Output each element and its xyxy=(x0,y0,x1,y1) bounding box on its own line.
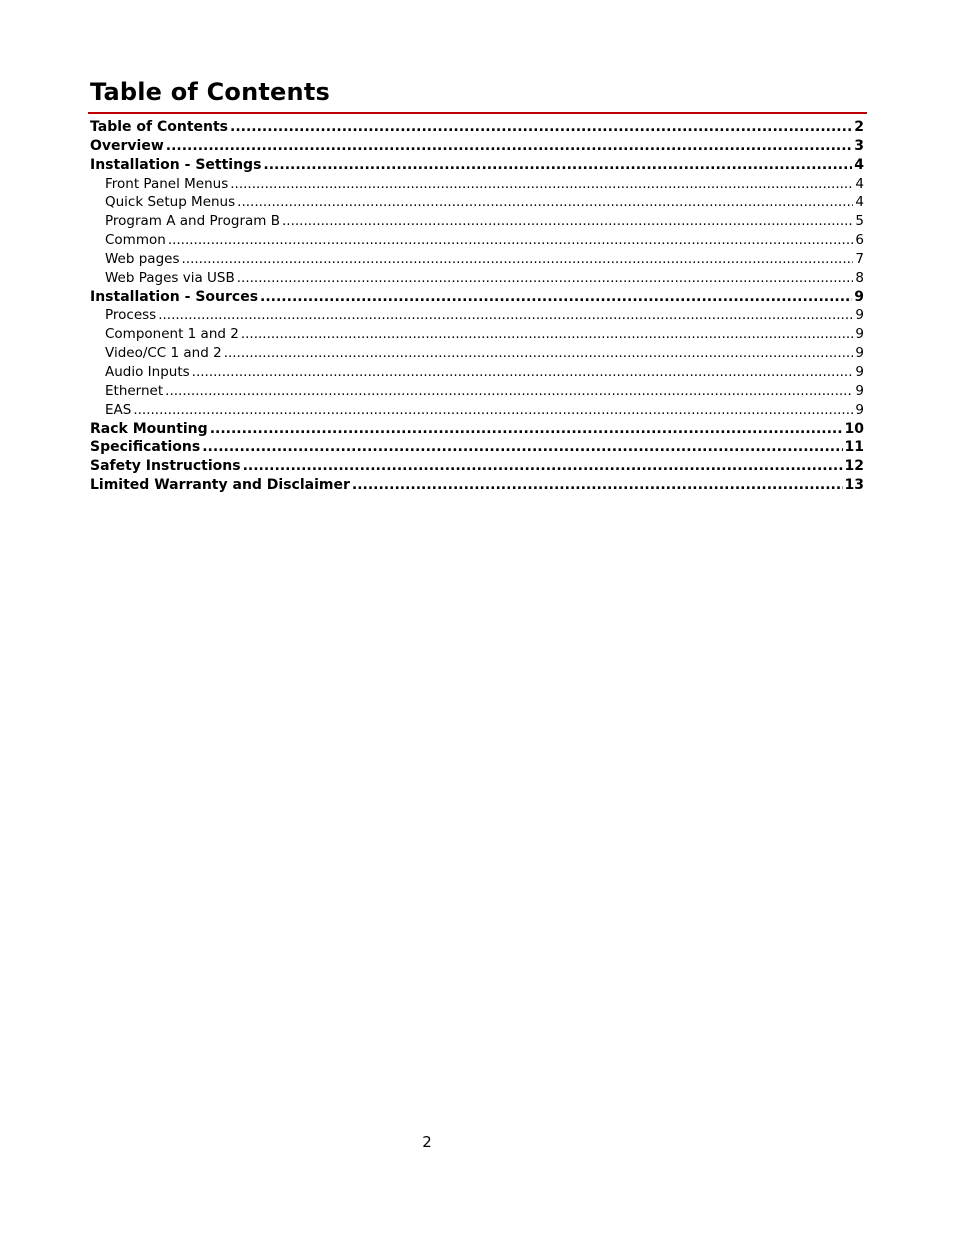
dot-leader xyxy=(241,325,854,344)
dot-leader xyxy=(243,457,843,476)
toc-entry-label: Audio Inputs xyxy=(105,363,190,380)
toc-entry[interactable] xyxy=(90,250,864,269)
title-divider xyxy=(88,112,867,114)
toc-entry[interactable] xyxy=(90,476,864,495)
dot-leader xyxy=(237,193,853,212)
toc-entry-label: Overview xyxy=(90,137,164,154)
toc-entry[interactable] xyxy=(90,231,864,250)
toc-entry-page: 10 xyxy=(844,420,864,437)
toc-entry-label: Front Panel Menus xyxy=(105,175,229,192)
toc-entry-label: Web pages xyxy=(105,250,180,267)
table-of-contents xyxy=(90,118,864,495)
page-number: 2 xyxy=(422,1133,432,1151)
dot-leader xyxy=(202,438,842,457)
dot-leader xyxy=(260,288,852,307)
toc-entry-label: Web Pages via USB xyxy=(105,269,235,286)
dot-leader xyxy=(282,212,853,231)
toc-entry[interactable] xyxy=(90,344,864,363)
toc-entry-page: 8 xyxy=(855,269,864,286)
dot-leader xyxy=(352,476,843,495)
toc-entry-page: 13 xyxy=(844,477,864,494)
toc-entry[interactable] xyxy=(90,288,864,307)
toc-entry[interactable] xyxy=(90,325,864,344)
toc-entry-label: Common xyxy=(105,232,166,249)
toc-entry[interactable] xyxy=(90,438,864,457)
toc-entry-page: 9 xyxy=(854,288,864,305)
dot-leader xyxy=(263,156,852,175)
toc-entry-page: 3 xyxy=(854,137,864,154)
toc-entry-label: Video/CC 1 and 2 xyxy=(105,345,222,362)
toc-entry-page: 6 xyxy=(855,232,864,249)
toc-entry-page: 4 xyxy=(855,194,864,211)
toc-entry-page: 7 xyxy=(855,250,864,267)
dot-leader xyxy=(181,250,853,269)
toc-entry[interactable] xyxy=(90,175,864,194)
toc-entry-page: 12 xyxy=(844,458,864,475)
toc-entry-label: Specifications xyxy=(90,439,201,456)
toc-entry-label: Safety Instructions xyxy=(90,458,241,475)
dot-leader xyxy=(168,231,854,250)
toc-entry-label: Quick Setup Menus xyxy=(105,194,236,211)
dot-leader xyxy=(133,401,853,420)
toc-entry[interactable] xyxy=(90,306,864,325)
toc-entry-page: 9 xyxy=(855,326,864,343)
toc-entry[interactable] xyxy=(90,212,864,231)
toc-entry-label: Component 1 and 2 xyxy=(105,326,239,343)
toc-entry[interactable] xyxy=(90,193,864,212)
dot-leader xyxy=(230,175,853,194)
toc-entry-page: 5 xyxy=(855,213,864,230)
toc-entry-label: Limited Warranty and Disclaimer xyxy=(90,477,350,494)
dot-leader xyxy=(224,344,854,363)
toc-entry-page: 9 xyxy=(855,401,864,418)
dot-leader xyxy=(165,382,853,401)
dot-leader xyxy=(237,269,854,288)
toc-entry-label: Process xyxy=(105,307,157,324)
toc-entry[interactable] xyxy=(90,156,864,175)
toc-entry[interactable] xyxy=(90,269,864,288)
toc-entry-page: 4 xyxy=(855,175,864,192)
dot-leader xyxy=(230,118,852,137)
dot-leader xyxy=(166,137,852,156)
toc-entry[interactable] xyxy=(90,137,864,156)
dot-leader xyxy=(158,306,853,325)
toc-entry-page: 9 xyxy=(855,382,864,399)
toc-entry[interactable] xyxy=(90,363,864,382)
toc-entry-label: Installation - Sources xyxy=(90,288,259,305)
toc-entry-page: 2 xyxy=(854,119,864,135)
toc-entry[interactable] xyxy=(90,118,864,137)
toc-entry-label: EAS xyxy=(105,401,132,418)
toc-entry[interactable] xyxy=(90,401,864,420)
toc-entry-label: Table of Contents xyxy=(90,119,229,135)
toc-entry-page: 9 xyxy=(855,363,864,380)
toc-entry-page: 4 xyxy=(854,156,864,173)
toc-entry-page: 9 xyxy=(855,345,864,362)
toc-entry-label: Rack Mounting xyxy=(90,420,208,437)
toc-entry[interactable] xyxy=(90,457,864,476)
toc-entry[interactable] xyxy=(90,420,864,439)
page-title: Table of Contents xyxy=(90,78,330,106)
toc-entry-page: 9 xyxy=(855,307,864,324)
toc-entry-label: Ethernet xyxy=(105,382,164,399)
toc-entry-page: 11 xyxy=(844,439,864,456)
dot-leader xyxy=(210,420,843,439)
toc-entry[interactable] xyxy=(90,382,864,401)
toc-entry-label: Program A and Program B xyxy=(105,213,280,230)
toc-entry-label: Installation - Settings xyxy=(90,156,262,173)
dot-leader xyxy=(192,363,854,382)
